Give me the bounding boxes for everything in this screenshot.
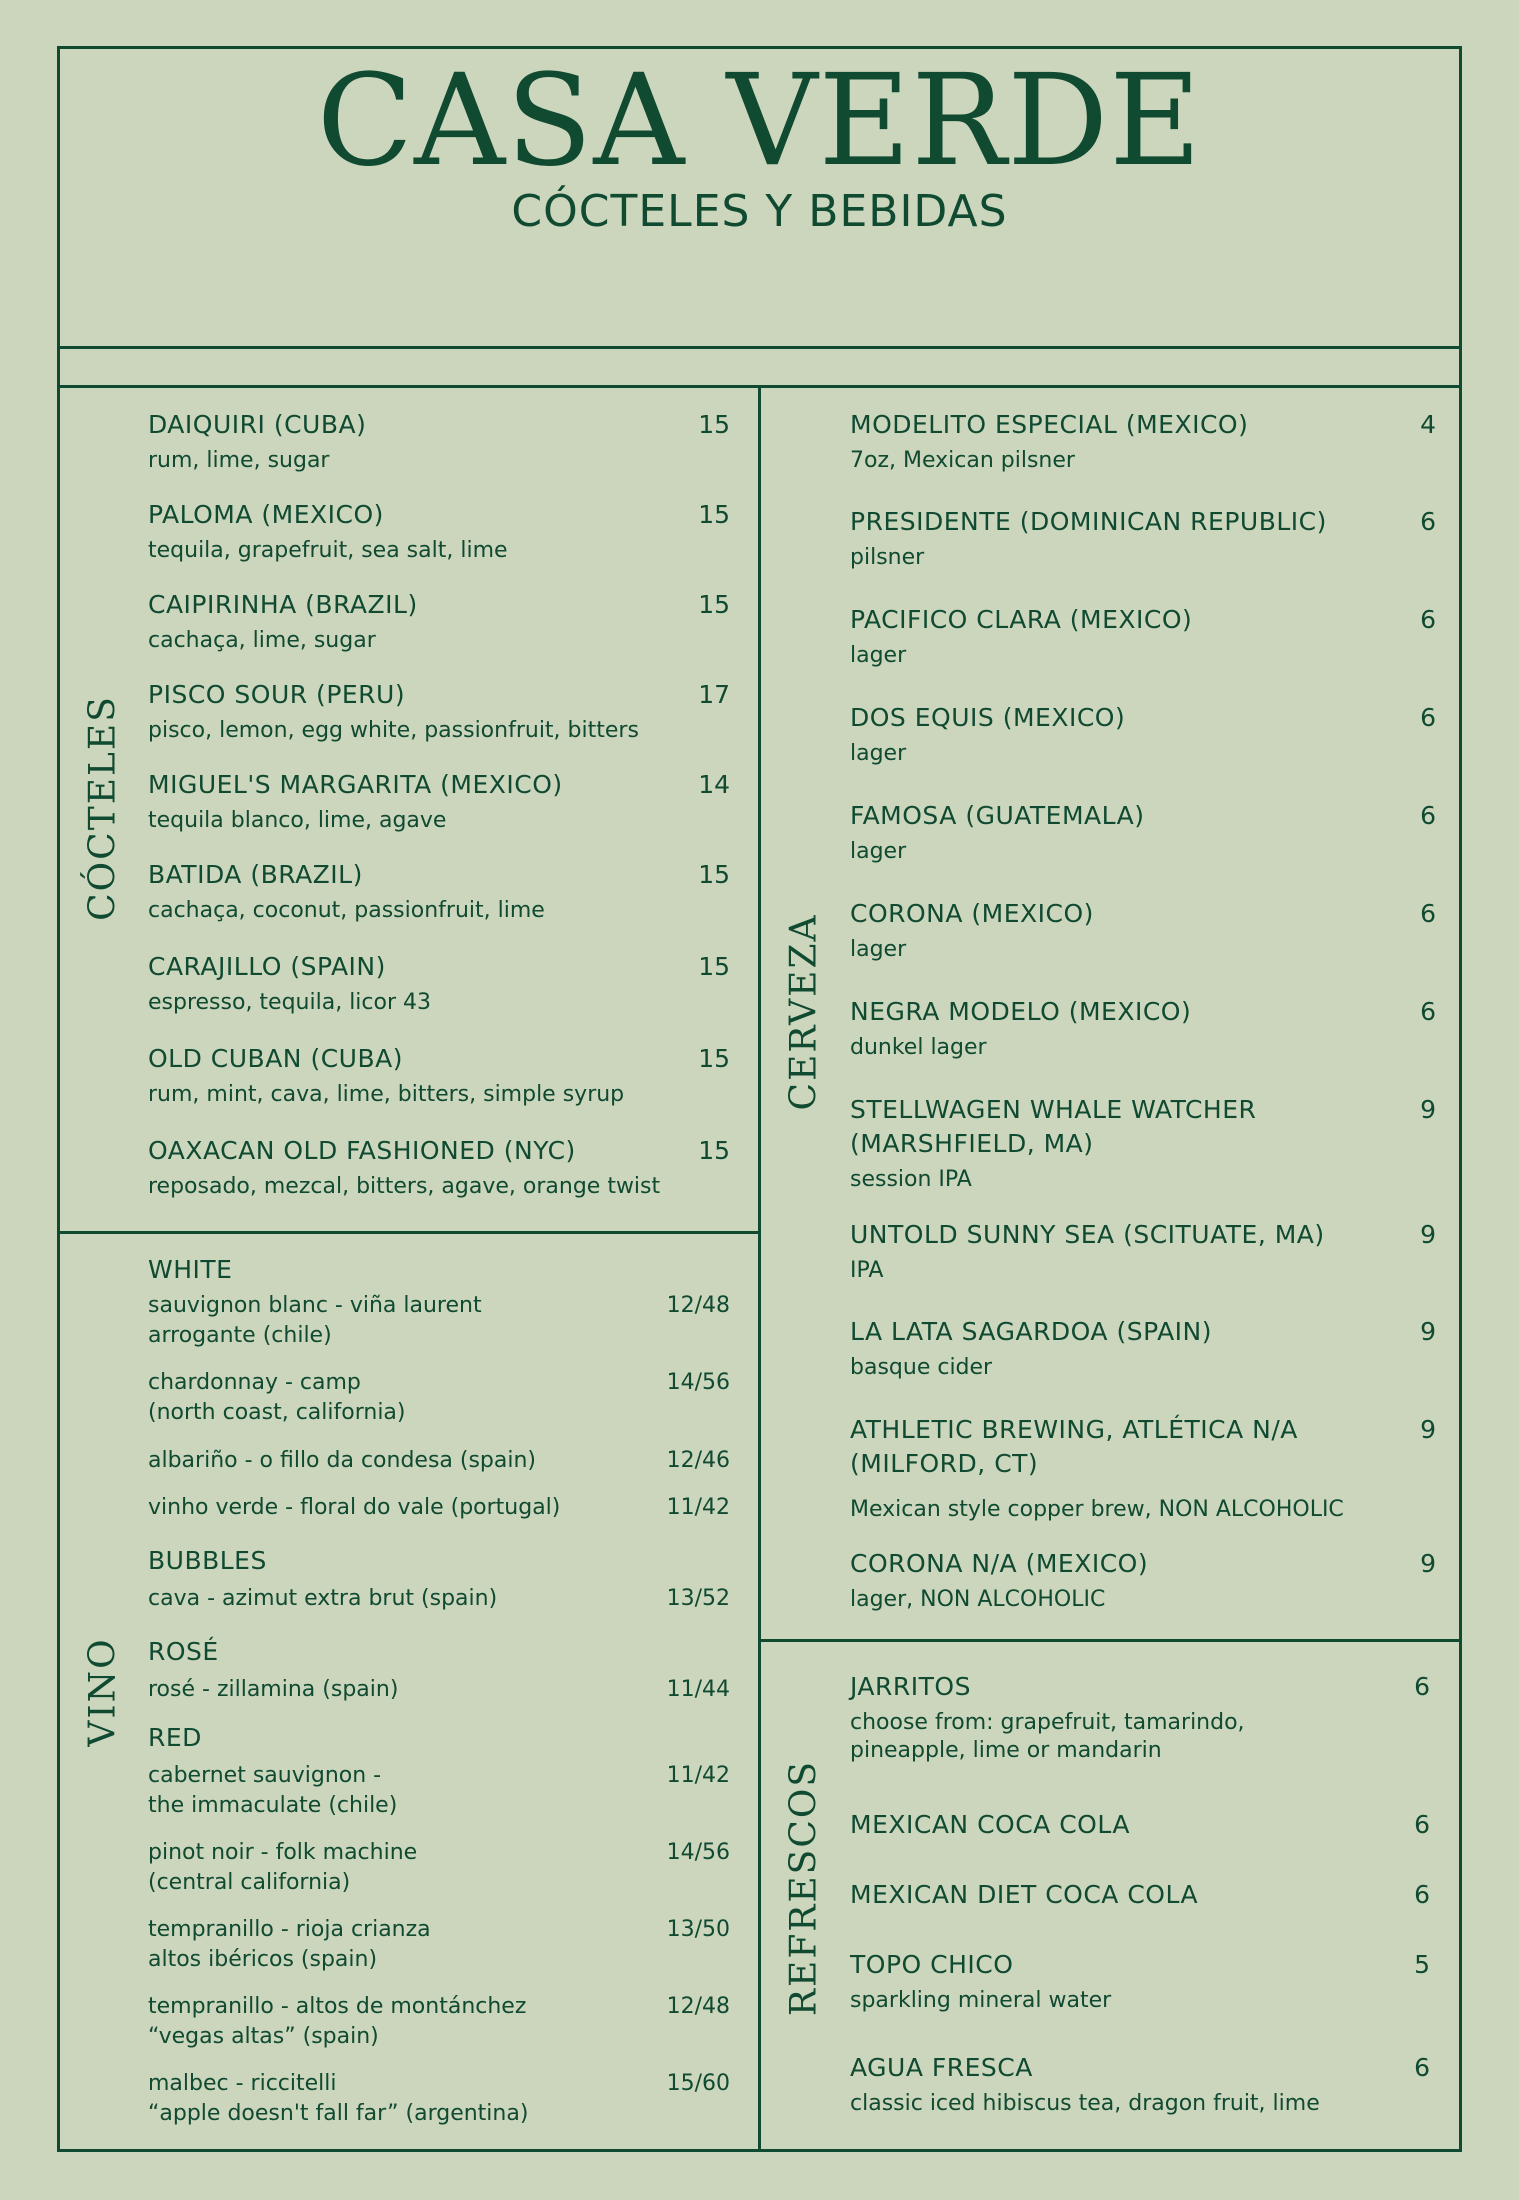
item-description: lager: [850, 937, 907, 962]
wine-item: [148, 2069, 730, 2133]
item-description: dunkel lager: [850, 1035, 987, 1060]
wine-name: cabernet sauvignon -: [148, 1763, 382, 1788]
item-name: LA LATA SAGARDOA (SPAIN): [850, 1317, 1212, 1346]
wine-name: malbec - riccitelli: [148, 2071, 337, 2096]
header-divider-top: [57, 346, 1462, 349]
item-description: 7oz, Mexican pilsner: [850, 448, 1075, 473]
cocteles-vino-divider: [57, 1231, 759, 1234]
item-name: BATIDA (BRAZIL): [148, 860, 363, 889]
wine-name: pinot noir - folk machine: [148, 1840, 418, 1865]
item-name: ATHLETIC BREWING, ATLÉTICA N/A: [850, 1415, 1298, 1444]
wine-price: 15/60: [666, 2071, 730, 2096]
menu-item: [850, 701, 1436, 811]
item-price: 9: [1420, 1415, 1436, 1444]
item-description: lager: [850, 741, 907, 766]
item-description: tequila blanco, lime, agave: [148, 808, 447, 833]
item-name: PALOMA (MEXICO): [148, 500, 384, 529]
menu-item: [148, 1042, 730, 1122]
item-name: UNTOLD SUNNY SEA (SCITUATE, MA): [850, 1220, 1325, 1249]
menu-item: [148, 678, 730, 758]
item-name-line2: (MARSHFIELD, MA): [850, 1129, 1094, 1158]
item-description-line2: pineapple, lime or mandarin: [850, 1738, 1162, 1763]
item-price: 15: [698, 500, 730, 529]
wine-name-line2: the immaculate (chile): [148, 1793, 398, 1818]
item-description: lager: [850, 839, 907, 864]
item-description: sparkling mineral water: [850, 1988, 1112, 2013]
item-price: 6: [1414, 2053, 1430, 2082]
item-price: 9: [1420, 1095, 1436, 1124]
item-price: 15: [698, 1044, 730, 1073]
item-price: 6: [1414, 1810, 1430, 1839]
item-price: 9: [1420, 1549, 1436, 1578]
wine-name-line2: arrogante (chile): [148, 1323, 332, 1348]
menu-title: CASA VERDE: [316, 47, 1203, 194]
wine-name-line2: altos ibéricos (spain): [148, 1947, 378, 1972]
wine-item: [148, 1838, 730, 1902]
wine-name: vinho verde - floral do vale (portugal): [148, 1495, 561, 1520]
item-price: 6: [1414, 1880, 1430, 1909]
menu-item: [850, 1948, 1430, 2044]
menu-item: [148, 768, 730, 848]
item-name: CORONA N/A (MEXICO): [850, 1549, 1149, 1578]
item-description: tequila, grapefruit, sea salt, lime: [148, 538, 508, 563]
item-name: OLD CUBAN (CUBA): [148, 1044, 403, 1073]
item-description: basque cider: [850, 1355, 993, 1380]
wine-price: 12/46: [666, 1448, 730, 1473]
menu-item: [850, 799, 1436, 909]
menu-item: [850, 2051, 1430, 2147]
item-name: MEXICAN DIET COCA COLA: [850, 1880, 1199, 1909]
wine-name-line2: “vegas altas” (spain): [148, 2024, 379, 2049]
item-price: 6: [1420, 899, 1436, 928]
menu-item: [148, 950, 730, 1030]
item-price: 15: [698, 952, 730, 981]
item-description: Mexican style copper brew, NON ALCOHOLIC: [850, 1497, 1344, 1522]
section-label-cerveza: CERVEZA: [783, 913, 825, 1111]
item-price: 15: [698, 1136, 730, 1165]
item-name: NEGRA MODELO (MEXICO): [850, 997, 1192, 1026]
item-price: 6: [1420, 703, 1436, 732]
wine-name: sauvignon blanc - viña laurent: [148, 1293, 482, 1318]
section-label-refrescos: REFRESCOS: [783, 1759, 825, 2017]
item-name: FAMOSA (GUATEMALA): [850, 801, 1145, 830]
item-price: 6: [1420, 507, 1436, 536]
item-name: MODELITO ESPECIAL (MEXICO): [850, 410, 1249, 439]
item-name: DOS EQUIS (MEXICO): [850, 703, 1126, 732]
item-price: 14: [698, 770, 730, 799]
item-price: 9: [1420, 1220, 1436, 1249]
menu-item: [850, 897, 1436, 1007]
wine-item: [148, 1761, 730, 1825]
menu-item: [850, 505, 1436, 615]
wine-name-line2: (north coast, california): [148, 1400, 406, 1425]
item-description: cachaça, coconut, passionfruit, lime: [148, 898, 545, 923]
menu-item: [148, 588, 730, 668]
item-description: choose from: grapefruit, tamarindo,: [850, 1710, 1245, 1735]
item-description: cachaça, lime, sugar: [148, 628, 376, 653]
item-description: reposado, mezcal, bitters, agave, orange twist: [148, 1174, 661, 1199]
wine-name-line2: (central california): [148, 1870, 351, 1895]
item-description: lager, NON ALCOHOLIC: [850, 1587, 1106, 1612]
item-description: pisco, lemon, egg white, passionfruit, bitters: [148, 718, 639, 743]
section-label-cocteles: CÓCTELES: [82, 695, 124, 921]
item-name: TOPO CHICO: [850, 1950, 1014, 1979]
wine-name: chardonnay - camp: [148, 1370, 361, 1395]
wine-name: albariño - o fillo da condesa (spain): [148, 1448, 537, 1473]
wine-price: 11/42: [666, 1495, 730, 1520]
wine-price: 13/52: [666, 1586, 730, 1611]
item-description: IPA: [850, 1258, 884, 1283]
menu-item: [148, 1134, 730, 1214]
item-description: classic iced hibiscus tea, dragon fruit, lime: [850, 2091, 1320, 2116]
item-name-line2: (MILFORD, CT): [850, 1449, 1039, 1478]
section-label-vino: VINO: [82, 1637, 124, 1747]
menu-item: [850, 1670, 1430, 1766]
menu-item: [850, 1315, 1436, 1425]
item-price: 15: [698, 590, 730, 619]
item-description: rum, mint, cava, lime, bitters, simple syrup: [148, 1082, 625, 1107]
menu-item: [148, 858, 730, 938]
wine-price: 11/44: [666, 1677, 730, 1702]
item-name: AGUA FRESCA: [850, 2053, 1033, 2082]
item-name: CORONA (MEXICO): [850, 899, 1094, 928]
wine-name: tempranillo - rioja crianza: [148, 1917, 431, 1942]
wine-price: 13/50: [666, 1917, 730, 1942]
wine-name-line2: “apple doesn't fall far” (argentina): [148, 2101, 529, 2126]
item-name: JARRITOS: [850, 1672, 971, 1701]
wine-name: rosé - zillamina (spain): [148, 1677, 399, 1702]
item-description: pilsner: [850, 545, 925, 570]
wine-item: [148, 1584, 730, 1648]
wine-price: 11/42: [666, 1763, 730, 1788]
item-price: 15: [698, 410, 730, 439]
wine-category-heading: RED: [148, 1723, 202, 1752]
wine-name: cava - azimut extra brut (spain): [148, 1586, 498, 1611]
wine-item: [148, 1915, 730, 1979]
item-price: 4: [1420, 410, 1436, 439]
item-price: 15: [698, 860, 730, 889]
item-price: 6: [1420, 801, 1436, 830]
item-name: OAXACAN OLD FASHIONED (NYC): [148, 1136, 576, 1165]
menu-item: [850, 603, 1436, 713]
menu-item: [148, 498, 730, 578]
item-price: 5: [1414, 1950, 1430, 1979]
item-price: 6: [1414, 1672, 1430, 1701]
item-name: MIGUEL'S MARGARITA (MEXICO): [148, 770, 563, 799]
wine-price: 14/56: [666, 1840, 730, 1865]
menu-item: [850, 1093, 1436, 1203]
item-description: espresso, tequila, licor 43: [148, 990, 432, 1015]
item-name: DAIQUIRI (CUBA): [148, 410, 367, 439]
item-name: STELLWAGEN WHALE WATCHER: [850, 1095, 1257, 1124]
item-name: MEXICAN COCA COLA: [850, 1810, 1130, 1839]
item-description: lager: [850, 643, 907, 668]
wine-category-heading: WHITE: [148, 1255, 233, 1284]
menu-item: [850, 995, 1436, 1105]
item-name: CAIPIRINHA (BRAZIL): [148, 590, 418, 619]
menu-item: [850, 1218, 1436, 1328]
item-name: PACIFICO CLARA (MEXICO): [850, 605, 1193, 634]
wine-category-heading: ROSÉ: [148, 1637, 219, 1666]
wine-item: [148, 1992, 730, 2056]
wine-item: [148, 1291, 730, 1355]
wine-price: 12/48: [666, 1994, 730, 2019]
menu-item: [850, 1547, 1436, 1657]
menu-item: [148, 408, 730, 488]
wine-name: tempranillo - altos de montánchez: [148, 1994, 527, 2019]
column-divider: [758, 386, 761, 2152]
menu-item: [850, 408, 1436, 518]
menu-subtitle: CÓCTELES Y BEBIDAS: [511, 186, 1008, 237]
wine-item: [148, 1675, 730, 1739]
item-price: 9: [1420, 1317, 1436, 1346]
item-price: 17: [698, 680, 730, 709]
item-price: 6: [1420, 997, 1436, 1026]
item-name: PISCO SOUR (PERU): [148, 680, 406, 709]
wine-price: 12/48: [666, 1293, 730, 1318]
item-price: 6: [1420, 605, 1436, 634]
wine-price: 14/56: [666, 1370, 730, 1395]
wine-item: [148, 1368, 730, 1432]
item-description: rum, lime, sugar: [148, 448, 330, 473]
item-description: session IPA: [850, 1167, 972, 1192]
item-name: PRESIDENTE (DOMINICAN REPUBLIC): [850, 507, 1327, 536]
wine-category-heading: BUBBLES: [148, 1546, 267, 1575]
item-name: CARAJILLO (SPAIN): [148, 952, 386, 981]
menu-item: [850, 1413, 1436, 1523]
